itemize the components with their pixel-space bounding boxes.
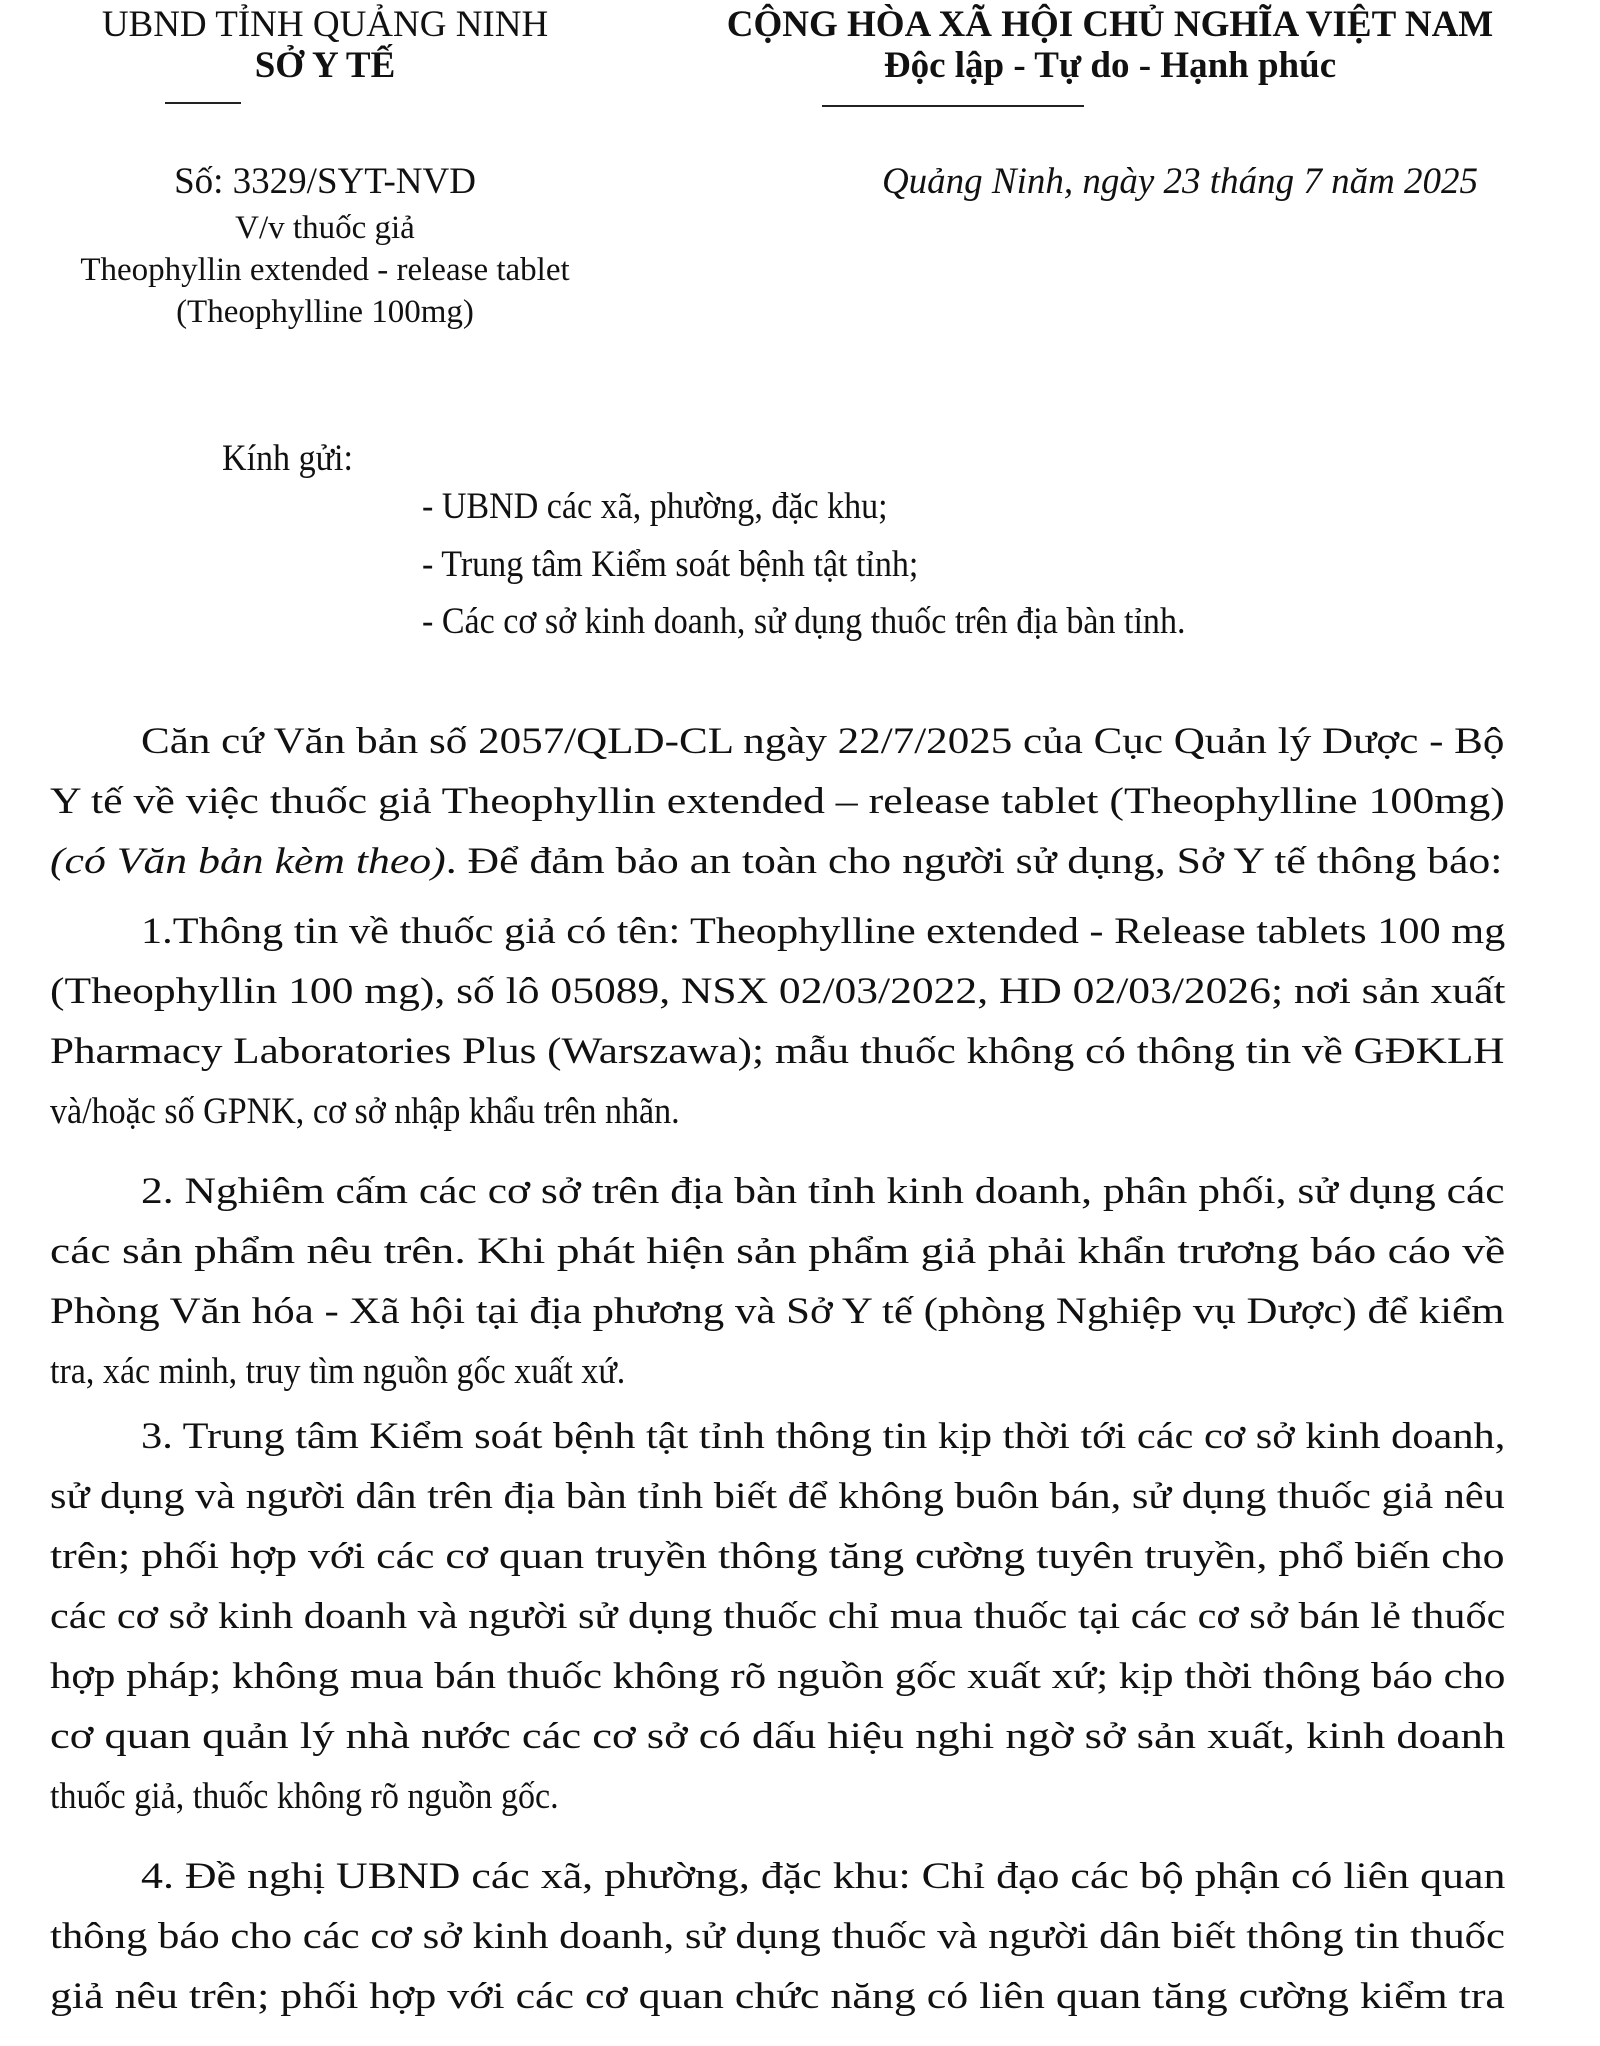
attachment-note: (có Văn bản kèm theo) (50, 841, 446, 882)
paragraph-3-line: 3. Trung tâm Kiểm soát bệnh tật tỉnh thông tin kịp thời tới các cơ sở kinh doanh, (141, 1416, 1506, 1457)
paragraph-3-line: trên; phối hợp với các cơ quan truyền thông tăng cường tuyên truyền, phổ biến cho (50, 1536, 1505, 1577)
recipient-item: - Trung tâm Kiểm soát bệnh tật tỉnh; (422, 544, 919, 585)
paragraph-2-line: tra, xác minh, truy tìm nguồn gốc xuất xứ. (50, 1351, 626, 1392)
paragraph-1-line: và/hoặc số GPNK, cơ sở nhập khẩu trên nhãn. (50, 1091, 680, 1132)
paragraph-3-line: cơ quan quản lý nhà nước các cơ sở có dấu hiệu nghi ngờ sở sản xuất, kinh doanh (50, 1716, 1506, 1757)
subject-line: (Theophylline 100mg) (176, 294, 474, 330)
department-name: SỞ Y TẾ (254, 45, 396, 86)
paragraph-1-line: Pharmacy Laboratories Plus (Warszawa); mẫu thuốc không có thông tin về GĐKLH (50, 1031, 1505, 1072)
paragraph-1-line: (Theophyllin 100 mg), số lô 05089, NSX 02/03/2022, HD 02/03/2026; nơi sản xuất (50, 971, 1506, 1012)
place-date: Quảng Ninh, ngày 23 tháng 7 năm 2025 (881, 161, 1479, 202)
intro-text: . Để đảm bảo an toàn cho người sử dụng, Sở Y tế thông báo: (445, 841, 1503, 882)
national-motto: Độc lập - Tự do - Hạnh phúc (883, 45, 1337, 86)
paragraph-4-line: giả nêu trên; phối hợp với các cơ quan chức năng có liên quan tăng cường kiểm tra (50, 1976, 1505, 2017)
intro-line (50, 843, 1502, 880)
paragraph-4-line: 4. Đề nghị UBND các xã, phường, đặc khu: Chỉ đạo các bộ phận có liên quan (141, 1856, 1506, 1897)
paragraph-1-line: 1.Thông tin về thuốc giả có tên: Theophylline extended - Release tablets 100 mg (141, 911, 1506, 952)
document-number: Số: 3329/SYT-NVD (174, 161, 476, 202)
paragraph-3-line: sử dụng và người dân trên địa bàn tỉnh biết để không buôn bán, sử dụng thuốc giả nêu (50, 1476, 1505, 1517)
intro-line: Y tế về việc thuốc giả Theophyllin extended – release tablet (Theophylline 100mg) (50, 781, 1505, 822)
subject-line: Theophyllin extended - release tablet (80, 252, 570, 288)
national-title: CỘNG HÒA XÃ HỘI CHỦ NGHĨA VIỆT NAM (726, 4, 1494, 45)
intro-line: Căn cứ Văn bản số 2057/QLD-CL ngày 22/7/2025 của Cục Quản lý Dược - Bộ (141, 721, 1505, 762)
paragraph-2-line: các sản phẩm nêu trên. Khi phát hiện sản phẩm giả phải khẩn trương báo cáo về (50, 1231, 1506, 1272)
paragraph-3-line: các cơ sở kinh doanh và người sử dụng thuốc chỉ mua thuốc tại các cơ sở bán lẻ thuốc (50, 1596, 1506, 1637)
paragraph-3-line: hợp pháp; không mua bán thuốc không rõ nguồn gốc xuất xứ; kịp thời thông báo cho (50, 1656, 1506, 1697)
subject-line: V/v thuốc giả (235, 210, 415, 246)
dept-underline (165, 102, 241, 104)
paragraph-4-line: thông báo cho các cơ sở kinh doanh, sử dụng thuốc và người dân biết thông tin thuốc (50, 1916, 1506, 1957)
recipients-label: Kính gửi: (222, 438, 353, 479)
paragraph-2-line: Phòng Văn hóa - Xã hội tại địa phương và Sở Y tế (phòng Nghiệp vụ Dược) để kiểm (50, 1291, 1505, 1332)
recipient-item: - UBND các xã, phường, đặc khu; (422, 486, 888, 527)
recipient-item: - Các cơ sở kinh doanh, sử dụng thuốc trên địa bàn tỉnh. (422, 601, 1186, 642)
paragraph-3-line: thuốc giả, thuốc không rõ nguồn gốc. (50, 1776, 559, 1817)
paragraph-2-line: 2. Nghiêm cấm các cơ sở trên địa bàn tỉnh kinh doanh, phân phối, sử dụng các (141, 1171, 1505, 1212)
agency-name: UBND TỈNH QUẢNG NINH (101, 4, 549, 45)
motto-underline (822, 105, 1084, 107)
